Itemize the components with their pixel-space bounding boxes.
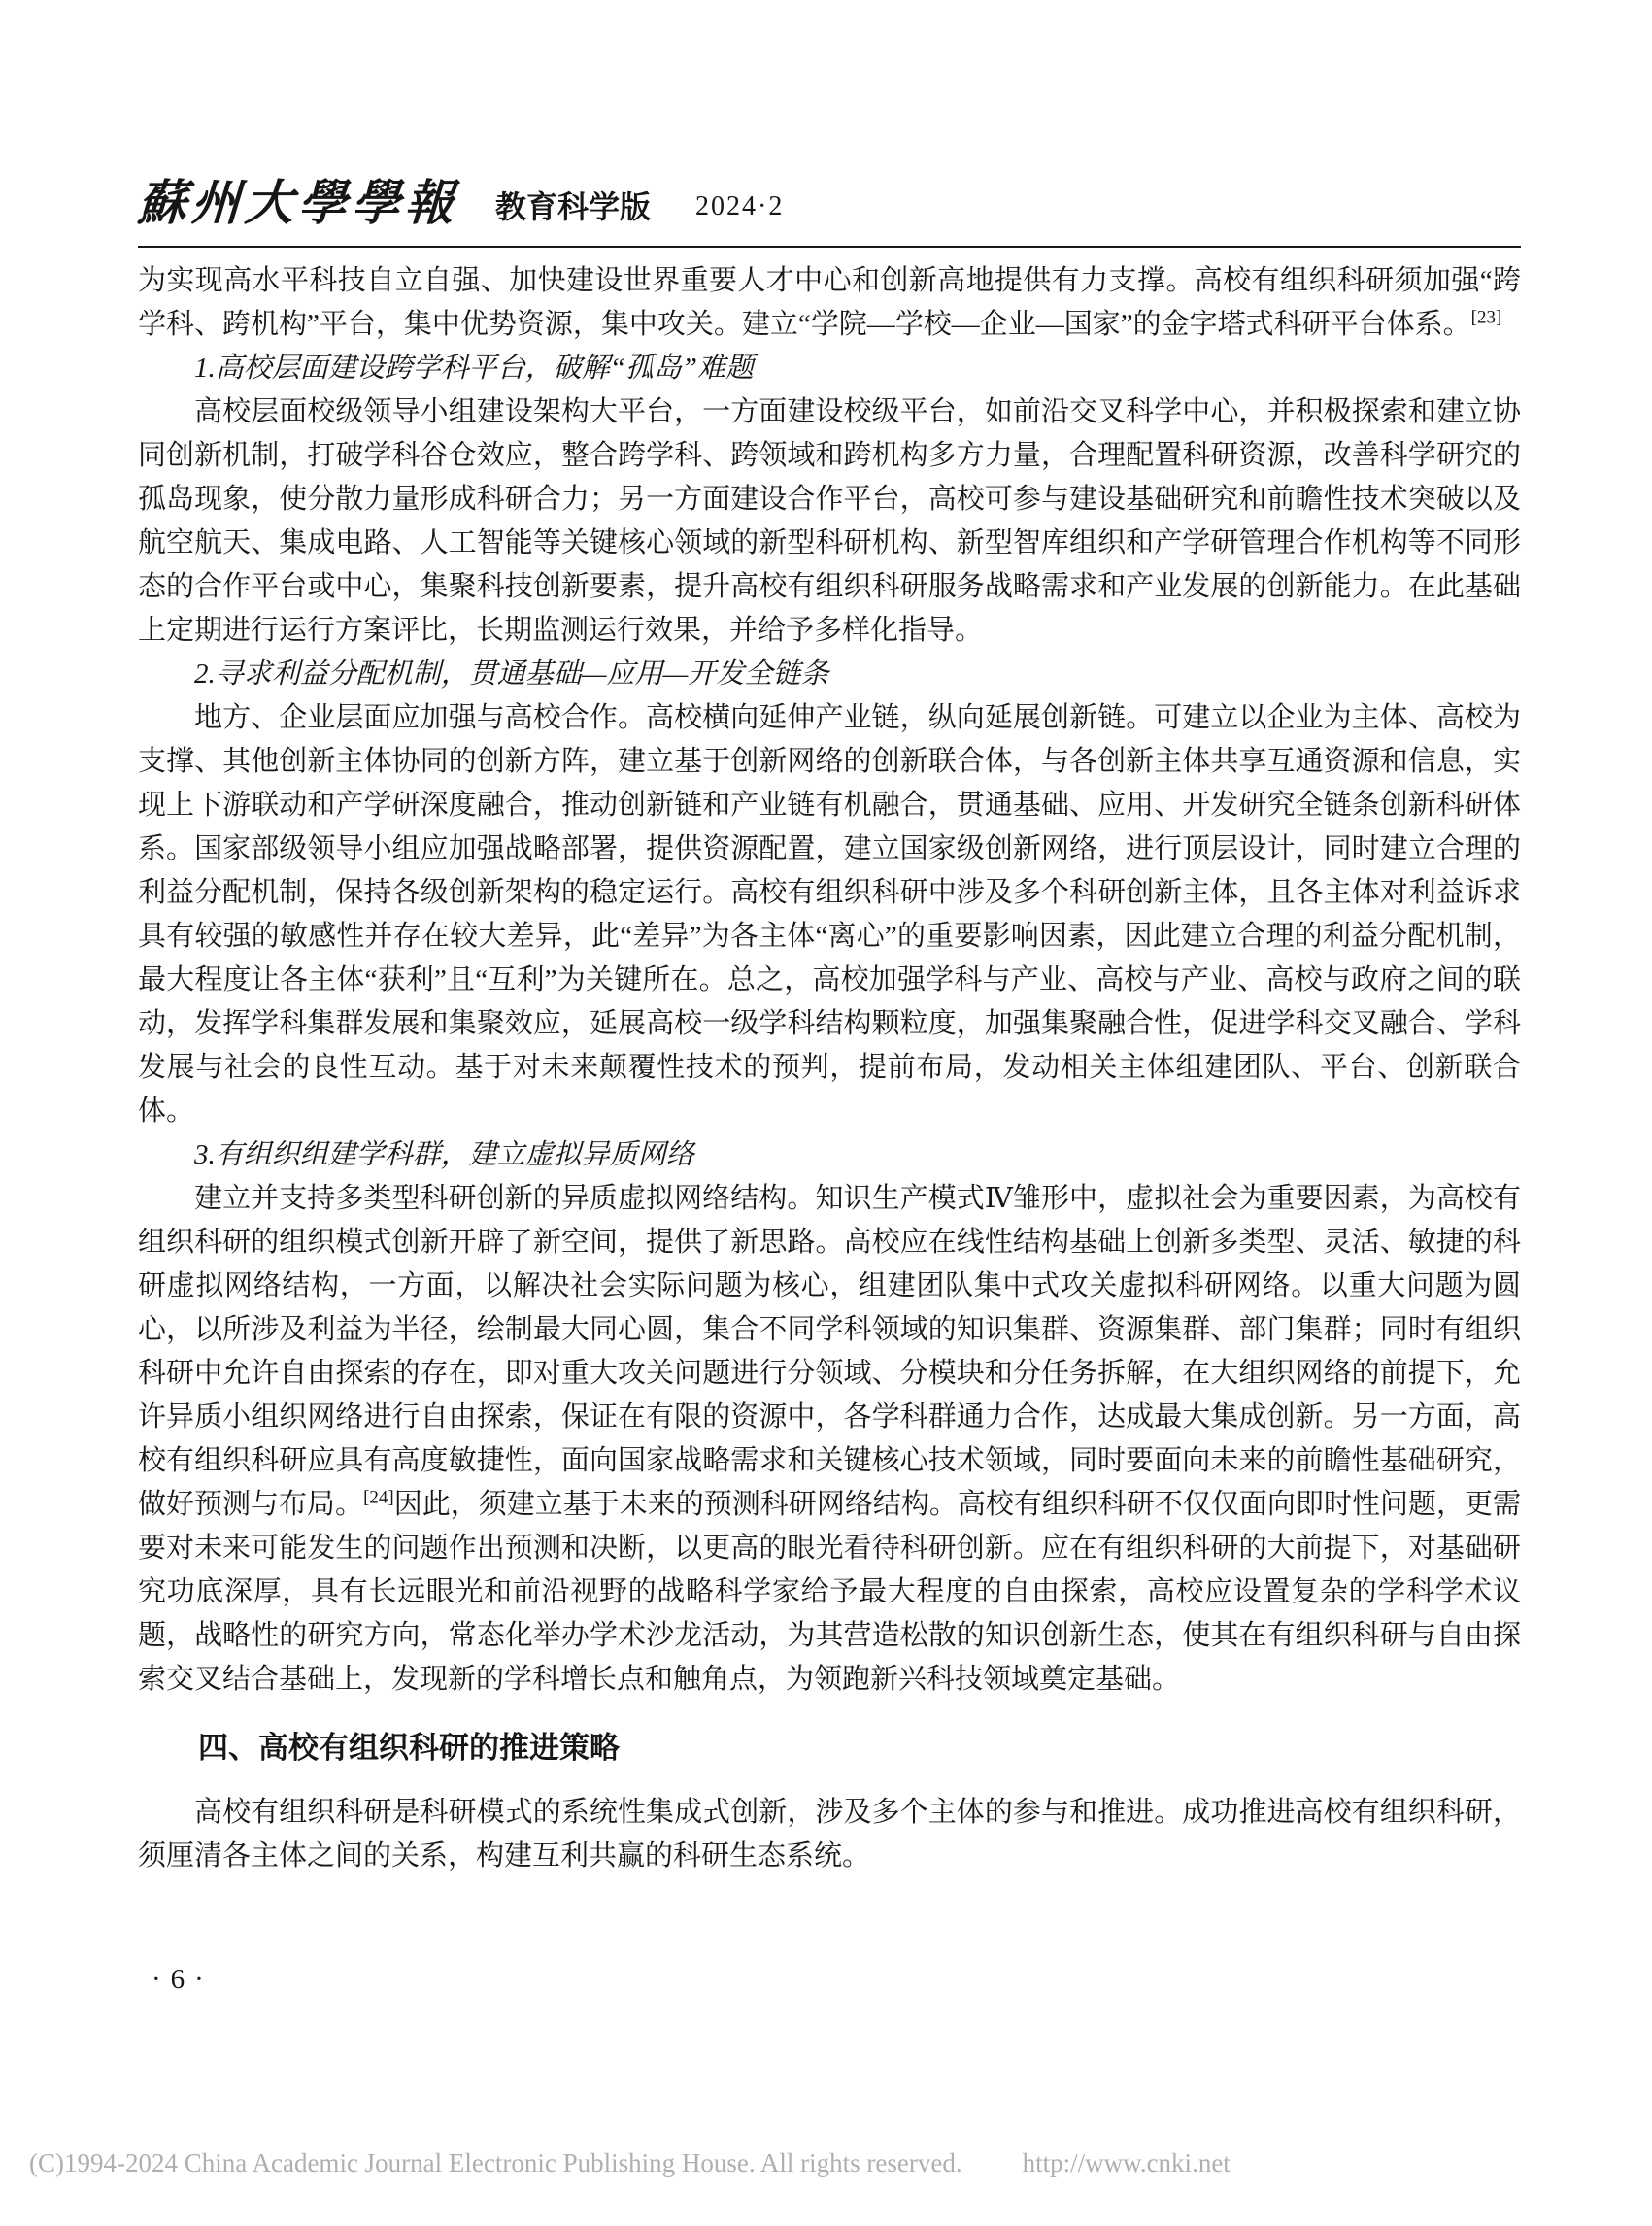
section-heading: 四、高校有组织科研的推进策略 — [198, 1731, 620, 1765]
body-paragraph: 高校有组织科研是科研模式的系统性集成式创新，涉及多个主体的参与和推进。成功推进高校有组织科研，须厘清各主体之间的关系，构建互利共赢的科研生态系统。 — [138, 1797, 1521, 1872]
body-paragraph: 地方、企业层面应加强与高校合作。高校横向延伸产业链，纵向延展创新链。可建立以企业为主体、高校为支撑、其他创新主体协同的创新方阵，建立基于创新网络的创新联合体，与各创新主体共享互通资源和信息，实现上下游联动和产学研深度融合，推动创新链和产业链有机融合，贯通基础、应用、开发研究全链条创新科研体系。国家部级领导小组应加强战略部署，提供资源配置，建立国家级创新网络，进行顶层设计，同时建立合理的利益分配机制，保持各级创新架构的稳定运行。高校有组织科研中涉及多个科研创新主体，且各主体对利益诉求具有较强的敏感性并存在较大差异，此“差异”为各主体“离心”的重要影响因素，因此建立合理的利益分配机制，最大程度让各主体“获利”且“互利”为关键所在。总之，高校加强学科与产业、高校与产业、高校与政府之间的联动，发挥学科集群发展和集聚效应，延展高校一级学科结构颗粒度，加强集聚融合性，促进学科交叉融合、学科发展与社会的良性互动。基于对未来颠覆性技术的预判，提前布局，发动相关主体组建团队、平台、创新联合体。 — [138, 702, 1521, 1127]
body-paragraph-continuation: 为实现高水平科技自立自强、加快建设世界重要人才中心和创新高地提供有力支撑。高校有组织科研须加强“跨学科、跨机构”平台，集中优势资源，集中攻关。建立“学院—学校—企业—国家”的金字塔式科研平台体系。[23] — [138, 265, 1521, 340]
header-divider — [138, 246, 1521, 248]
journal-issue: 2024·2 — [695, 191, 785, 221]
subsection-heading: 2.寻求利益分配机制，贯通基础—应用—开发全链条 — [194, 658, 829, 690]
page-number: ·6· — [152, 1964, 214, 1995]
page-footer — [29, 2148, 1627, 2178]
journal-logo: 蘇州大學學報 — [136, 176, 460, 230]
body-paragraph: 建立并支持多类型科研创新的异质虚拟网络结构。知识生产模式Ⅳ雏形中，虚拟社会为重要因素，为高校有组织科研的组织模式创新开辟了新空间，提供了新思路。高校应在线性结构基础上创新多类型、灵活、敏捷的科研虚拟网络结构，一方面，以解决社会实际问题为核心，组建团队集中式攻关虚拟科研网络。以重大问题为圆心，以所涉及利益为半径，绘制最大同心圆，集合不同学科领域的知识集群、资源集群、部门集群；同时有组织科研中允许自由探索的存在，即对重大攻关问题进行分领域、分模块和分任务拆解，在大组织网络的前提下，允许异质小组织网络进行自由探索，保证在有限的资源中，各学科群通力合作，达成最大集成创新。另一方面，高校有组织科研应具有高度敏捷性，面向国家战略需求和关键核心技术领域，同时要面向未来的前瞻性基础研究，做好预测与布局。[24]因此，须建立基于未来的预测科研网络结构。高校有组织科研不仅仅面向即时性问题，更需要对未来可能发生的问题作出预测和决断，以更高的眼光看待科研创新。应在有组织科研的大前提下，对基础研究功底深厚，具有长远眼光和前沿视野的战略科学家给予最大程度的自由探索，高校应设置复杂的学科学术议题，战略性的研究方向，常态化举办学术沙龙活动，为其营造松散的知识创新生态，使其在有组织科研与自由探索交叉结合基础上，发现新的学科增长点和触角点，为领跑新兴科技领域奠定基础。 — [138, 1183, 1521, 1695]
citation-ref: [23] — [1470, 307, 1502, 328]
article-body — [138, 259, 1521, 1878]
page-header — [136, 176, 1521, 230]
footer-url: http://www.cnki.net — [1022, 2148, 1231, 2177]
citation-ref: [24] — [363, 1487, 394, 1508]
body-paragraph: 高校层面校级领导小组建设架构大平台，一方面建设校级平台，如前沿交叉科学中心，并积极探索和建立协同创新机制，打破学科谷仓效应，整合跨学科、跨领域和跨机构多方力量，合理配置科研资源，改善科学研究的孤岛现象，使分散力量形成科研合力；另一方面建设合作平台，高校可参与建设基础研究和前瞻性技术突破以及航空航天、集成电路、人工智能等关键核心领域的新型科研机构、新型智库组织和产学研管理合作机构等不同形态的合作平台或中心，集聚科技创新要素，提升高校有组织科研服务战略需求和产业发展的创新能力。在此基础上定期进行运行方案评比，长期监测运行效果，并给予多样化指导。 — [138, 396, 1521, 646]
subsection-heading: 1.高校层面建设跨学科平台，破解“孤岛”难题 — [194, 353, 755, 384]
copyright-text: (C)1994-2024 China Academic Journal Electronic Publishing House. All rights reserved. — [29, 2148, 962, 2177]
subsection-heading: 3.有组织组建学科群，建立虚拟异质网络 — [194, 1139, 694, 1170]
journal-edition: 教育科学版 — [495, 189, 652, 224]
